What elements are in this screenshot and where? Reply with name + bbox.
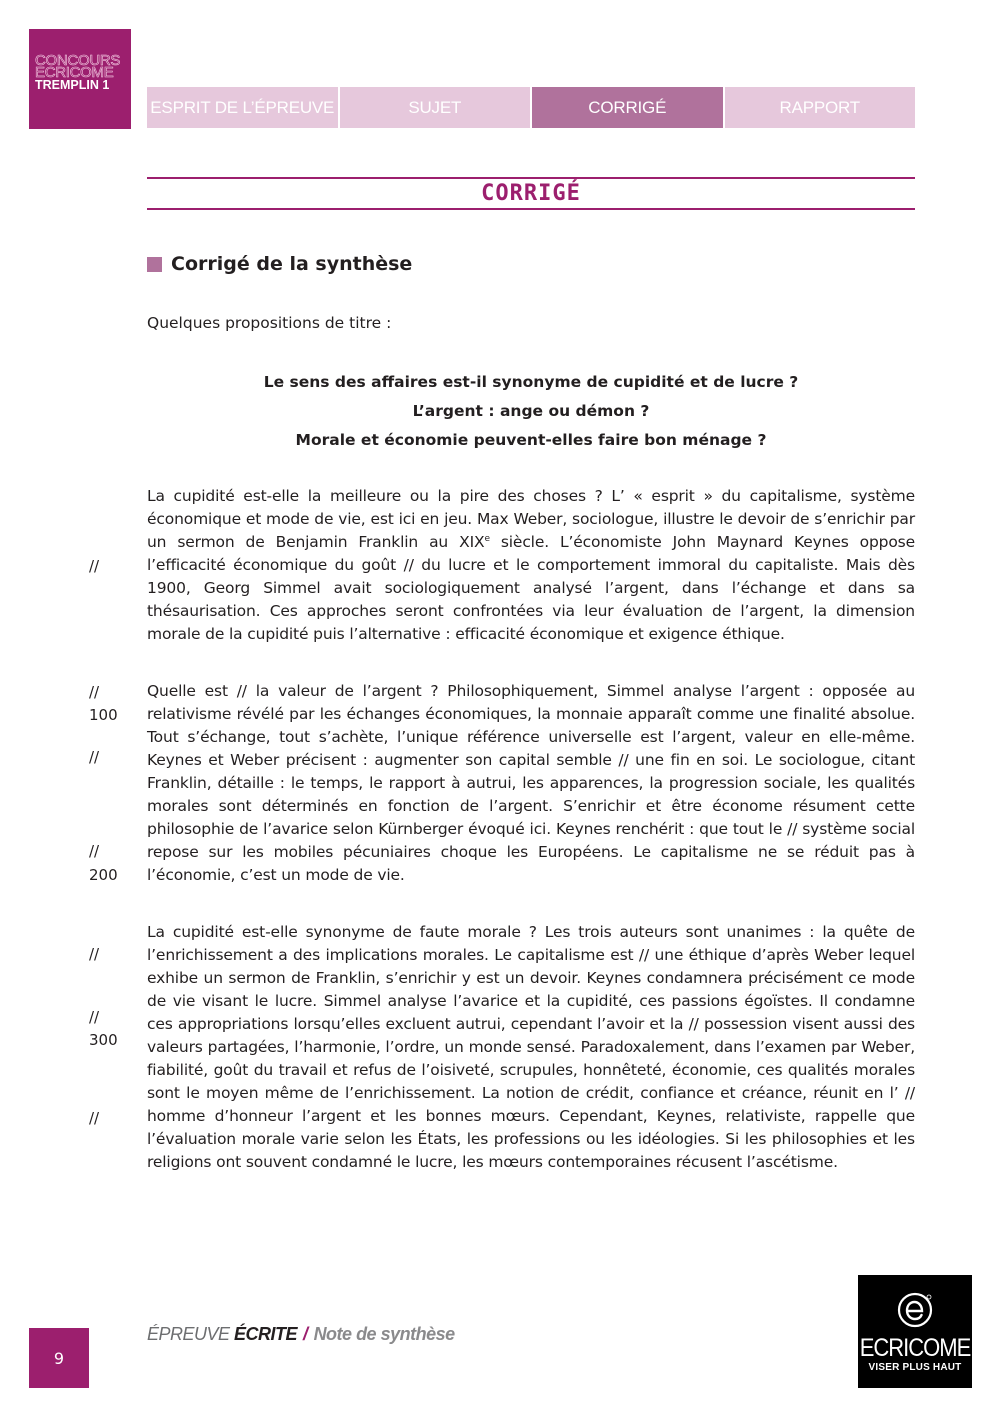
section-title: Corrigé de la synthèse xyxy=(171,253,413,275)
proposed-title: Morale et économie peuvent-elles faire bon ménage ? xyxy=(295,431,767,449)
proposed-title: L’argent : ange ou démon ? xyxy=(412,402,650,420)
margin-word-count: 100 xyxy=(89,706,118,724)
brand-name: ECRICOME xyxy=(859,1333,971,1362)
page-number: 9 xyxy=(29,1328,89,1388)
section-heading xyxy=(147,253,412,275)
tab-esprit[interactable]: ESPRIT DE L’ÉPREUVE xyxy=(147,87,338,128)
proposed-titles xyxy=(147,370,915,457)
footer-part-bold: ÉCRITE xyxy=(234,1324,298,1344)
e-circle-icon xyxy=(896,1291,934,1329)
margin-word-count: 200 xyxy=(89,866,118,884)
ecricome-logo xyxy=(858,1275,972,1388)
logo-line-concours: CONCOURS xyxy=(35,52,121,69)
margin-mark: // xyxy=(89,748,100,766)
margin-mark: // xyxy=(89,1008,100,1026)
paragraph-text: La cupidité est-elle la meilleure ou la pire des choses ? L’ « esprit » du capitalisme, système économique et mode de vie, est ici en jeu. Max Weber, sociologue, illustre le devoir de s’enrichir par un sermon de Benjamin Franklin au XIX xyxy=(147,487,915,551)
margin-word-count: 300 xyxy=(89,1031,118,1049)
square-bullet-icon xyxy=(147,257,162,272)
concours-logo xyxy=(29,29,131,129)
margin-mark: // xyxy=(89,557,100,575)
superscript: e xyxy=(484,534,490,544)
proposed-title: Le sens des affaires est-il synonyme de cupidité et de lucre ? xyxy=(263,373,799,391)
paragraph-text: siècle. L’économiste John Maynard Keynes oppose l’efficacité économique du goût // du lucre et le comportement immoral du capitaliste. Mais dès 1900, Georg Simmel avait sociologiquement analysé l’argent, dans l’échange et dans sa thésaurisation. Ces approches seront confrontées via leur évaluation de l’argent, la dimension morale de la cupidité puis l’alternative : efficacité économique et exigence éthique. xyxy=(147,533,915,643)
margin-mark: // xyxy=(89,945,100,963)
brand-tagline: VISER PLUS HAUT xyxy=(868,1362,962,1373)
margin-mark: // xyxy=(89,683,100,701)
footer-title xyxy=(147,1324,455,1345)
tab-sujet[interactable]: SUJET xyxy=(340,87,531,128)
margin-mark: // xyxy=(89,1109,100,1127)
section-tabs xyxy=(147,87,915,128)
footer-subject: Note de synthèse xyxy=(313,1324,455,1344)
footer-separator: / xyxy=(303,1324,308,1344)
logo-line-ecricome: ECRICOME xyxy=(35,64,114,81)
tab-corrige[interactable]: CORRIGÉ xyxy=(532,87,723,128)
margin-mark: // xyxy=(89,842,100,860)
intro-text: Quelques propositions de titre : xyxy=(147,314,392,332)
paragraph-valeur-argent: Quelle est // la valeur de l’argent ? Philosophiquement, Simmel analyse l’argent : opposée au relativisme révélé par les échanges économiques, la monnaie apparaît comme une finalité absolue. Tout s’échange, tout s’achète, l’unique référence universelle est l’argent, valeur en elle-même. Keynes et Weber précisent : augmenter son capital semble // une fin en soi. Le sociologue, citant Franklin, détaille : le temps, le rapport à autrui, les apparences, la progression sociale, les qualités morales sont déterminés en fonction de l’argent. S’enrichir et être économe résument cette philosophie de l’avarice selon Kürnberger évoqué ici. Keynes renchérit : que tout le // système social repose sur les mobiles pécuniaires choque les Européens. Le capitalisme ne se réduit pas à l’économie, c’est un mode de vie. xyxy=(147,682,915,884)
footer-part: ÉPREUVE xyxy=(147,1324,235,1344)
tab-rapport[interactable]: RAPPORT xyxy=(725,87,916,128)
page-title: CORRIGÉ xyxy=(481,181,581,206)
paragraph-introduction xyxy=(147,485,915,646)
logo-line-tremplin: TREMPLIN 1 xyxy=(35,78,110,92)
paragraph-faute-morale: La cupidité est-elle synonyme de faute morale ? Les trois auteurs sont unanimes : la quête de l’enrichissement a des implications morales. Le capitalisme est // une éthique d’après Weber lequel exhibe un sermon de Franklin, s’enrichir y est un devoir. Keynes condamnera précisément ce mode de vie visant le lucre. Simmel analyse l’avarice et la cupidité, ces passions égoïstes. Il condamne ces appropriations lorsqu’elles excluent autrui, cependant l’avoir et la // possession visent aussi des valeurs partagées, l’harmonie, l’ordre, un monde sensé. Paradoxalement, dans l’examen par Weber, fiabilité, goût du travail et refus de l’oisiveté, scrupules, honnêteté, économie, ces qualités morales sont le moyen même de l’enrichissement. La notion de crédit, confiance et créance, réunit en l’ // homme d’honneur l’argent et les bonnes mœurs. Cependant, Keynes, relativiste, rappelle que l’évaluation morale varie selon les États, les professions ou les idéologies. Si les philosophies et les religions ont souvent condamné le lucre, les mœurs contemporaines récusent l’ascétisme. xyxy=(147,923,915,1171)
page-title-bar xyxy=(147,177,915,210)
